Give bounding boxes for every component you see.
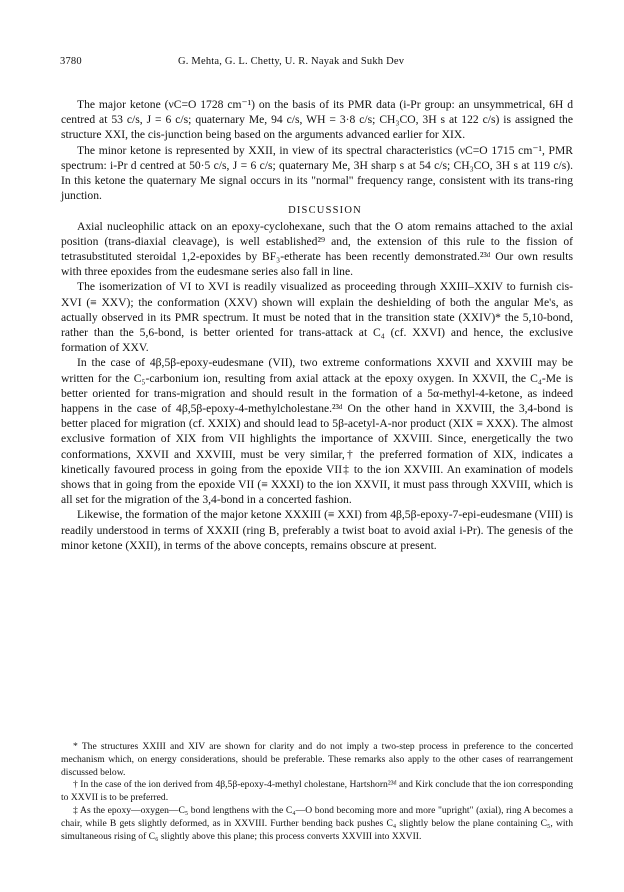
footnote-double-dagger: ‡ As the epoxy—oxygen—C₅ bond lengthens with the C₄—O bond becoming more and more "upright" (axial), ring A becomes a chair, while B gets slightly deformed, as in XXVIII. Further bending back pushes C₄ slightly below the plane containing C₅, with simultaneous rising of C₆ slightly above this plane; this process converts XXVIII into XXVII. xyxy=(61,804,573,842)
paragraph-major-ketone: The major ketone (νC=O 1728 cm⁻¹) on the basis of its PMR data (i-Pr group: an unsymmetrical, 6H d centred at 53 c/s, J = 6 c/s; quaternary Me, 94 c/s, WH = 3·8 c/s; CH₃CO, 3H s at 122 c/s) is assigned the structure XXI, the cis-junction being based on the arguments advanced earlier for XIX. xyxy=(61,98,573,142)
article-body xyxy=(61,97,573,553)
discussion-paragraph-3: In the case of 4β,5β-epoxy-eudesmane (VII), two extreme conformations XXVII and XXVIII may be written for the C₅-carbonium ion, resulting from axial attack at the epoxy oxygen. In XXVII, the C₄-Me is better oriented for trans-migration and should result in the formation of a 5α-methyl-4-ketone, as indeed happens in the case of 4β,5β-epoxy-4-methylcholestane.²³ᵈ On the other hand in XXVIII, the 3,4-bond is better placed for migration (cf. XXIX) and should lead to 5β-acetyl-A-nor product (XIX ≡ XXX). The almost exclusive formation of XIX from VII highlights the importance of XXVIII. Since, energetically the two conformations, XXVII and XXVIII, must be very similar,† the preferred formation of XIX, indicates a kinetically favoured process in going from the epoxide VII‡ to the ion XXVIII. An examination of models shows that in going from the epoxide VII (≡ XXXI) to the ion XXVII, it must pass through XXVIII, which is all set for the migration of the 3,4-bond in a concerted fashion. xyxy=(61,356,573,507)
running-authors: G. Mehta, G. L. Chetty, U. R. Nayak and Sukh Dev xyxy=(178,56,405,67)
discussion-paragraph-1: Axial nucleophilic attack on an epoxy-cyclohexane, such that the O atom remains attached to the axial position (trans-diaxial cleavage), is well established²⁹ and, the extension of this rule to the fission of tetrasubstituted steroidal 1,2-epoxides by BF₃-etherate has been recently demonstrated.²³ᵈ Our own results with three epoxides from the eudesmane series also fall in line. xyxy=(61,219,573,279)
footnote-dagger: † In the case of the ion derived from 4β,5β-epoxy-4-methyl cholestane, Hartshorn²³ᵈ and Kirk conclude that the ion corresponding to XXVII is to be preferred. xyxy=(61,779,573,804)
paragraph-minor-ketone: The minor ketone is represented by XXII, in view of its spectral characteristics (νC=O 1715 cm⁻¹, PMR spectrum: i-Pr d centred at 50·5 c/s, J = 6 c/s; quaternary Me, 3H sharp s at 54 c/s; CH₃CO, 3H s at 119 c/s). In this ketone the quaternary Me signal occurs in its "normal" frequency range, consistent with its trans-ring junction. xyxy=(61,143,573,203)
section-heading-discussion: DISCUSSION xyxy=(288,205,362,217)
footnotes xyxy=(61,741,573,843)
discussion-paragraph-4: Likewise, the formation of the major ketone XXXIII (≡ XXI) from 4β,5β-epoxy-7-epi-eudesmane (VIII) is readily understood in terms of XXXII (ring B, preferably a twist boat to avoid axial i-Pr). The genesis of the minor ketone (XXII), in terms of the above concepts, remains obscure at present. xyxy=(61,508,573,552)
page-number: 3780 xyxy=(60,56,82,67)
footnote-asterisk: * The structures XXIII and XIV are shown for clarity and do not imply a two-step process in preference to the concerted mechanism which, on energy considerations, should be preferable. These remarks also apply to the other cases of rearrangement discussed below. xyxy=(61,741,573,778)
discussion-paragraph-2: The isomerization of VI to XVI is readily visualized as proceeding through XXIII–XXIV to furnish cis-XVI (≡ XXV); the conformation (XXV) shown will explain the deshielding of both the angular Me's, as actually observed in its PMR spectrum. It must be noted that in the transition state (XXIV)* the 5,10-bond, rather than the 5,6-bond, is better oriented for trans-attack at C₄ (cf. XXVI) and hence, the exclusive formation of XXV. xyxy=(61,280,573,355)
running-header xyxy=(60,56,570,72)
